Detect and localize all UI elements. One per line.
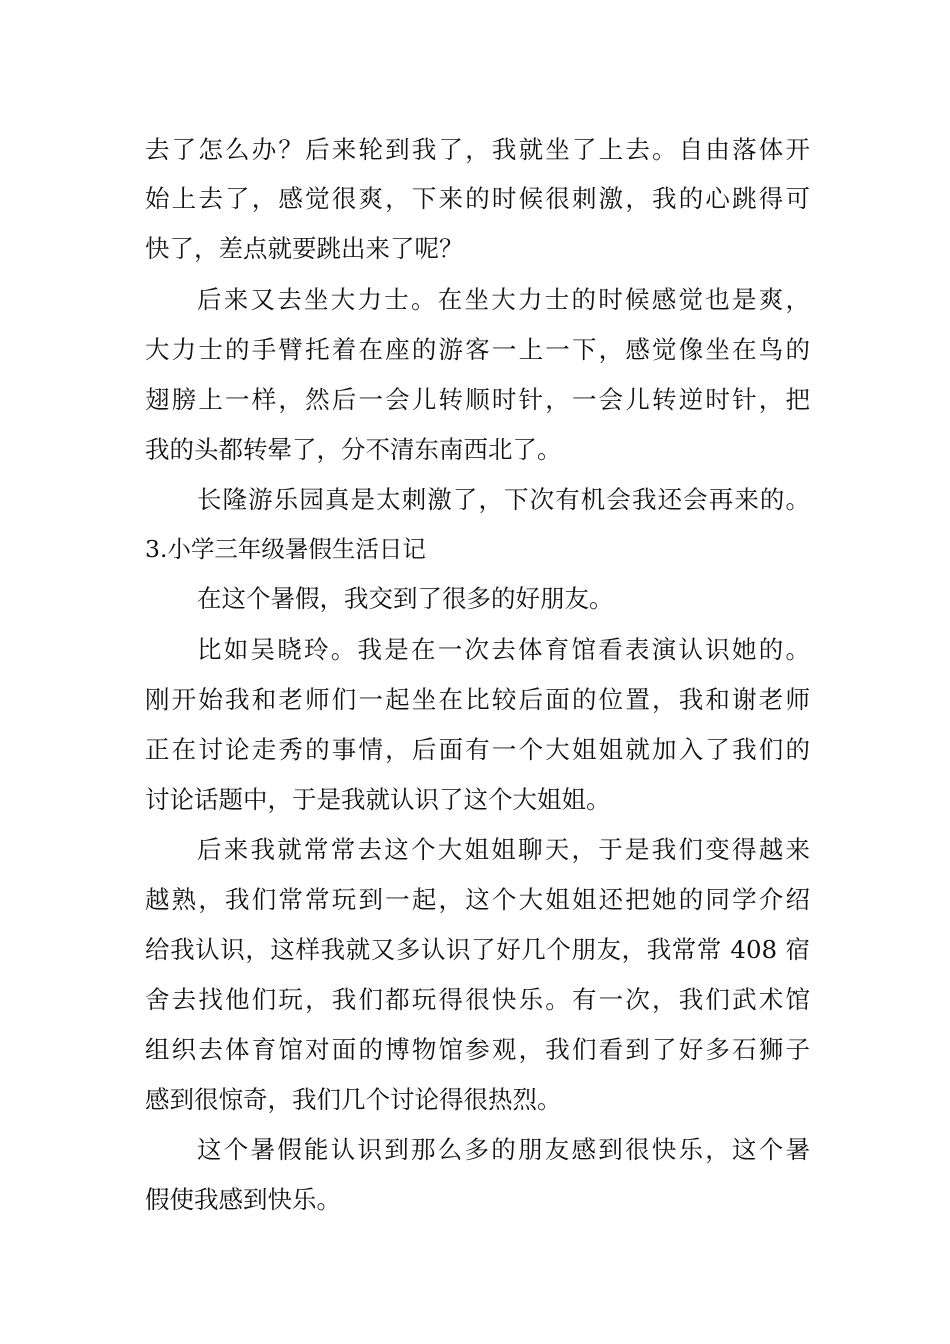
text-line: 舍去找他们玩，我们都玩得很快乐。有一次，我们武术馆 xyxy=(145,985,810,1014)
paragraph-first-line: 后来我就常常去这个大姐姐聊天，于是我们变得越来 xyxy=(197,835,810,864)
paragraph-first-line: 后来又去坐大力士。在坐大力士的时候感觉也是爽， xyxy=(197,285,810,314)
paragraph-first-line: 长隆游乐园真是太刺激了，下次有机会我还会再来的。 xyxy=(197,485,810,514)
text-line: 刚开始我和老师们一起坐在比较后面的位置，我和谢老师 xyxy=(145,685,810,714)
text-line: 假使我感到快乐。 xyxy=(145,1185,341,1214)
text-line: 快了，差点就要跳出来了呢？ xyxy=(145,234,464,263)
paragraph-first-line: 在这个暑假，我交到了很多的好朋友。 xyxy=(197,584,614,613)
text-line: 讨论话题中，于是我就认识了这个大姐姐。 xyxy=(145,785,611,814)
text-line: 感到很惊奇，我们几个讨论得很热烈。 xyxy=(145,1085,562,1114)
section-heading: 3.小学三年级暑假生活日记 xyxy=(145,535,426,563)
text-line: 组织去体育馆对面的博物馆参观，我们看到了好多石狮子 xyxy=(145,1035,810,1064)
text-line: 我的头都转晕了，分不清东南西北了。 xyxy=(145,435,562,464)
text-line: 去了怎么办？后来轮到我了，我就坐了上去。自由落体开 xyxy=(145,135,810,164)
text-line: 给我认识，这样我就又多认识了好几个朋友，我常常 408 宿 xyxy=(145,935,810,964)
text-line: 始上去了，感觉很爽，下来的时候很刺激，我的心跳得可 xyxy=(145,184,810,213)
text-line: 翅膀上一样，然后一会儿转顺时针，一会儿转逆时针，把 xyxy=(145,385,810,414)
paragraph-first-line: 比如吴晓玲。我是在一次去体育馆看表演认识她的。 xyxy=(197,635,810,664)
paragraph-first-line: 这个暑假能认识到那么多的朋友感到很快乐，这个暑 xyxy=(197,1135,810,1164)
text-line: 越熟，我们常常玩到一起，这个大姐姐还把她的同学介绍 xyxy=(145,885,810,914)
text-line: 正在讨论走秀的事情，后面有一个大姐姐就加入了我们的 xyxy=(145,735,810,764)
text-line: 大力士的手臂托着在座的游客一上一下，感觉像坐在鸟的 xyxy=(145,335,810,364)
